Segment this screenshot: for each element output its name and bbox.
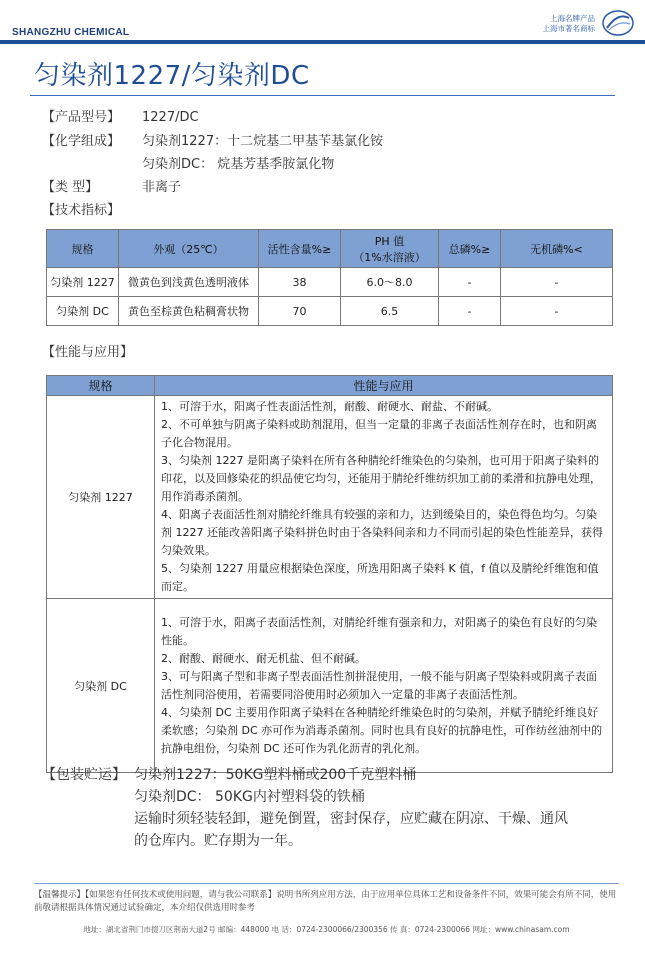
notice-text: 【温馨提示】【如果您有任何技术或使用问题，请与我公司联系】说明书所列应用方法，由于应用单位具体工艺和设备条件不同，效果可能会有所不同，使用前敬请根据具体情况通过试验确定，本介绍仅供选用时参考 — [34, 890, 617, 913]
packaging-line-4: 的仓库内。贮存期为一年。 — [134, 833, 302, 849]
table-cell: - — [501, 297, 613, 326]
spec-header-cell: 外观（25℃） — [119, 230, 259, 268]
spec-header-row — [47, 230, 613, 268]
table-row — [47, 599, 613, 773]
composition-2: 匀染剂DC： 烷基芳基季胺氯化物 — [142, 157, 335, 172]
ph-header: PH 值 — [374, 234, 405, 248]
footer-divider — [34, 883, 619, 884]
list-item: 4、匀染剂 DC 主要用作阳离子染料在各种腈纶纤维染色时的匀染剂，并赋予腈纶纤维良好柔软感；匀染剂 DC 亦可作为消毒杀菌剂。同时也具有良好的抗静电性，可作纺丝油剂中的抗静电组份，匀染剂 DC 还可作为乳化沥青的乳化剂。 — [161, 705, 603, 755]
spec-section-heading — [42, 201, 120, 221]
packaging-label: 【包装贮运】 — [42, 767, 126, 783]
list-item: 1、可溶于水，阳离子表面活性剂，对腈纶纤维有强亲和力，对阳离子的染色有良好的匀染性能。 — [161, 615, 597, 647]
model-label: 【产品型号】 — [42, 110, 121, 125]
list-item: 3、可与阳离子型和非离子型表面活性剂拼混使用，一般不能与阴离子型染料或阴离子表面活性剂同浴使用，若需要同浴使用时必须加入一定量的非离子表面活性剂。 — [161, 669, 597, 701]
packaging-row-1 — [42, 764, 568, 786]
table-row — [47, 297, 613, 326]
composition-row-2 — [42, 155, 334, 175]
table-cell: 38 — [259, 268, 341, 297]
contact-footer: 地址：湖北省荆门市掇刀区荆南大道2号 邮编：448000 电 话：0724-2300066/2300356 传 真：0724-2300066 网址：www.chinasam.com — [83, 925, 570, 934]
type-value: 非离子 — [142, 180, 182, 195]
application-header-row — [47, 376, 613, 396]
composition-label: 【化学组成】 — [42, 134, 121, 149]
spec-label: 【技术指标】 — [42, 203, 121, 218]
spec-header-cell: 规格 — [47, 230, 119, 268]
composition-row — [42, 132, 383, 152]
ph-subheader: （1%水溶液） — [353, 250, 426, 264]
packaging-section — [42, 764, 568, 852]
composition-1: 匀染剂1227：十二烷基二甲基苄基氯化铵 — [142, 134, 384, 149]
list-item: 5、匀染剂 1227 用量应根据染色深度，所选用阳离子染料 K 值，f 值以及腈纶纤维饱和值而定。 — [161, 562, 599, 593]
certification-labels — [543, 14, 596, 34]
packaging-line-2: 匀染剂DC： 50KG内衬塑料袋的铁桶 — [134, 789, 365, 805]
description-cell — [155, 599, 613, 773]
model-value: 1227/DC — [142, 110, 199, 125]
title-divider — [30, 95, 615, 96]
list-item: 4、阳离子表面活性剂对腈纶纤维具有较强的亲和力，达到缓染目的，染色得色均匀。匀染剂 1227 还能改善阳离子染料拼色时由于各染料间亲和力不同而引起的染色性能差异，获得匀染效果。 — [161, 508, 603, 557]
table-cell: - — [439, 268, 501, 297]
table-cell: 微黄色到浅黄色透明液体 — [119, 268, 259, 297]
table-cell: 70 — [259, 297, 341, 326]
table-cell: 匀染剂 1227 — [47, 268, 119, 297]
table-cell: 黄色至棕黄色粘稠膏状物 — [119, 297, 259, 326]
table-cell: - — [501, 268, 613, 297]
spec-header-cell: 无机磷%< — [501, 230, 613, 268]
application-table — [46, 375, 613, 773]
company-logo-icon — [601, 8, 635, 38]
table-row — [47, 396, 613, 599]
cert-line-2: 上海市著名商标 — [542, 24, 595, 33]
list-item: 3、匀染剂 1227 是阳离子染料在所有各种腈纶纤维染色的匀染剂，也可用于阳离子染料的印花，以及回修染花的织品使它均匀，还能用于腈纶纤维纺织加工前的柔滑和抗静电处理，用作消毒杀菌剂。 — [161, 454, 601, 503]
cert-line-1: 上海名牌产品 — [550, 14, 595, 23]
product-name-cell: 匀染剂 DC — [47, 599, 155, 773]
description-cell — [155, 396, 613, 599]
spec-table — [46, 229, 613, 326]
list-item: 2、耐酸、耐硬水、耐无机盐、但不耐碱。 — [161, 651, 366, 665]
spec-header-cell: 活性含量%≥ — [259, 230, 341, 268]
table-cell: 6.5 — [341, 297, 439, 326]
packaging-line-3: 运输时须轻装轻卸，避免倒置，密封保存，应贮藏在阴凉、干燥、通风 — [134, 811, 568, 827]
brand-name: SHANGZHU CHEMICAL — [12, 27, 130, 38]
application-section-heading — [42, 343, 133, 363]
product-name-cell: 匀染剂 1227 — [47, 396, 155, 599]
header-rule — [0, 40, 645, 44]
table-cell: - — [439, 297, 501, 326]
page-title: 匀染剂1227/匀染剂DC — [34, 61, 310, 91]
type-row — [42, 178, 181, 198]
application-header-cell: 性能与应用 — [155, 376, 613, 396]
table-row — [47, 268, 613, 297]
list-item: 1、可溶于水，阳离子性表面活性剂，耐酸、耐硬水、耐盐、不耐碱。 — [161, 400, 498, 413]
table-cell: 6.0～8.0 — [341, 268, 439, 297]
page-header — [0, 0, 645, 48]
table-cell: 匀染剂 DC — [47, 297, 119, 326]
model-row — [42, 108, 199, 128]
application-header-cell: 规格 — [47, 376, 155, 396]
spec-header-cell — [341, 230, 439, 268]
list-item: 2、不可单独与阴离子染料或助剂混用，但当一定量的非离子表面活性剂存在时，也和阴离子化合物混用。 — [161, 418, 597, 449]
packaging-line-1: 匀染剂1227：50KG塑料桶或200千克塑料桶 — [134, 767, 417, 783]
spec-header-cell: 总磷%≥ — [439, 230, 501, 268]
type-label: 【类 型】 — [42, 180, 99, 195]
application-label: 【性能与应用】 — [42, 345, 134, 360]
